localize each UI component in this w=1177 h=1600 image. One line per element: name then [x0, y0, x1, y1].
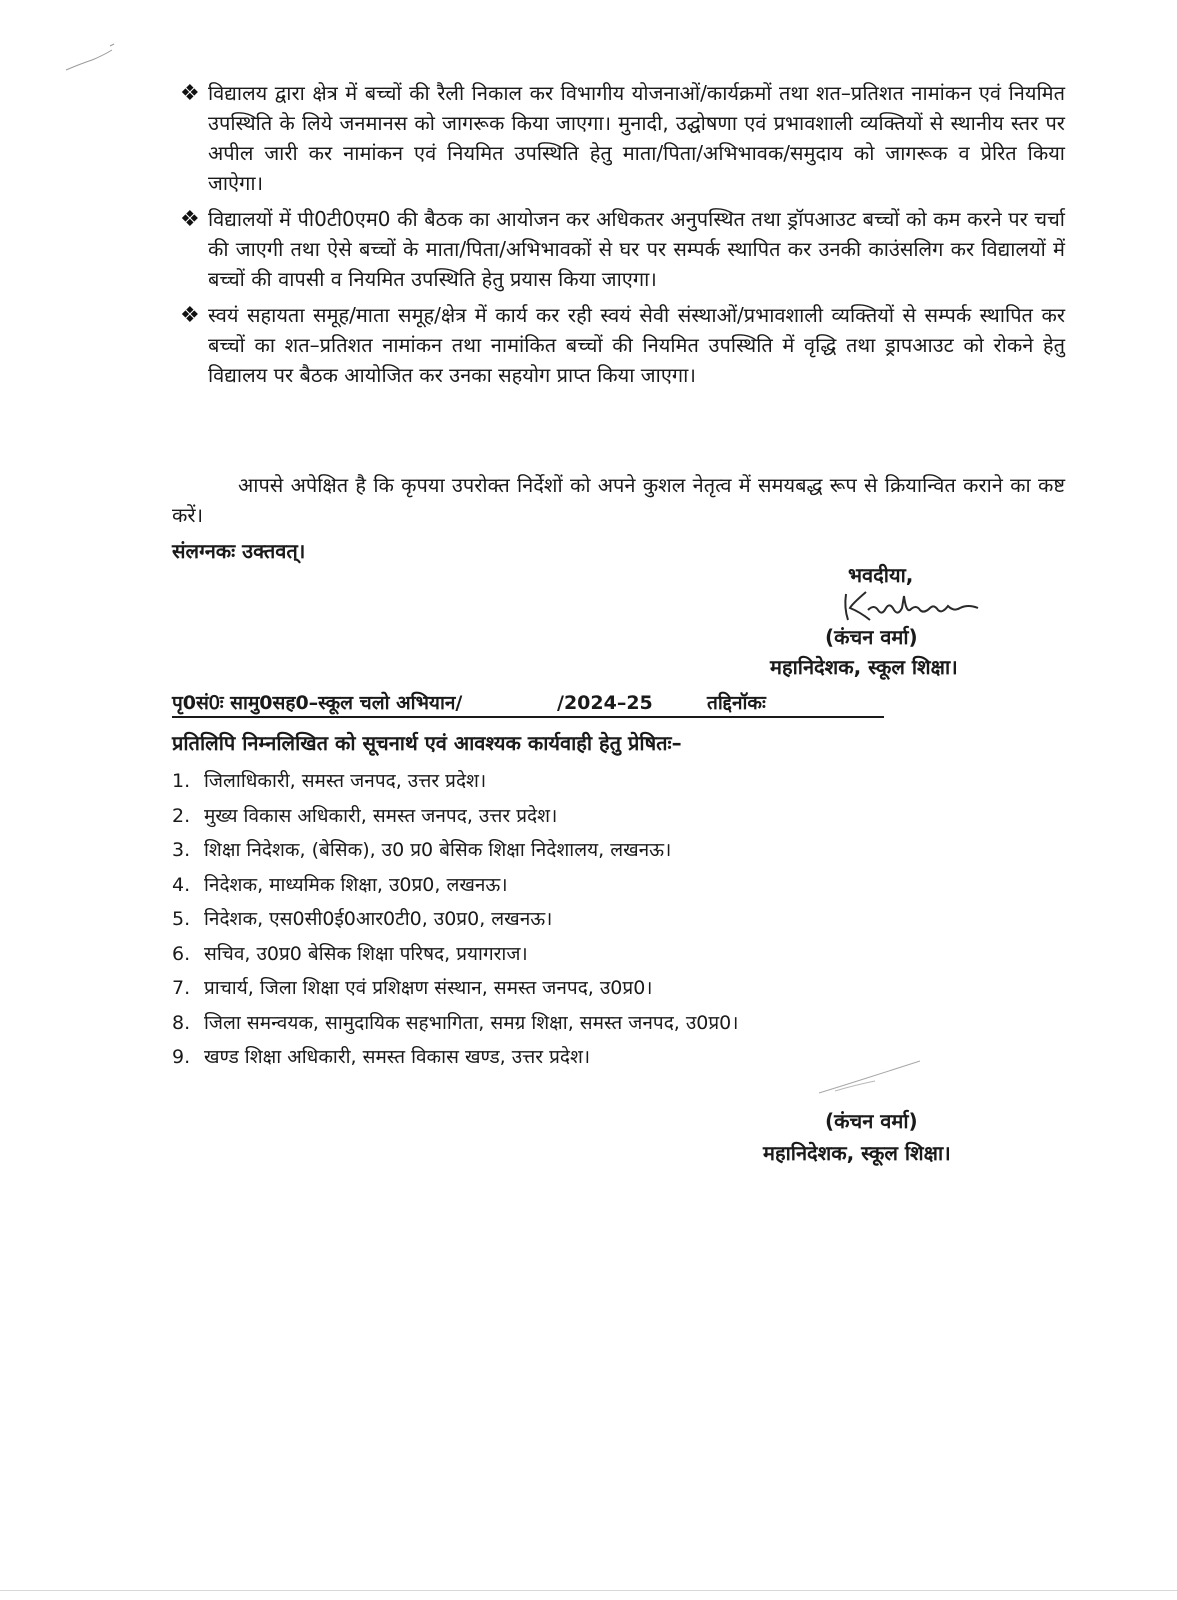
copy-list	[172, 764, 1052, 1075]
handwritten-signature	[838, 586, 988, 626]
list-item	[172, 1006, 1052, 1041]
closing-paragraph: आपसे अपेक्षित है कि कृपया उपरोक्त निर्देशों को अपने कुशल नेतृत्व में समयबद्ध रूप से क्रियान्वित कराने का कष्ट करें।	[172, 473, 1065, 527]
signatory-name: (कंचन वर्मा)	[825, 625, 918, 649]
list-text: सचिव, उ0प्र0 बेसिक शिक्षा परिषद, प्रयागराज।	[204, 942, 528, 965]
list-item	[172, 902, 1052, 937]
list-text: खण्ड शिक्षा अधिकारी, समस्त विकास खण्ड, उत्तर प्रदेश।	[204, 1046, 591, 1068]
bullet-text: स्वयं सहायता समूह/माता समूह/क्षेत्र में कार्य कर रही स्वयं सेवी संस्थाओं/प्रभावशाली व्यक्तियों से सम्पर्क स्थापित कर बच्चों का शत–प्रतिशत नामांकन तथा नामांकित बच्चों की नियमित उपस्थिति में वृद्धि तथा ड्रापआउट को रोकने हेतु विद्यालय पर बैठक आयोजित कर उनका सहयोग प्राप्त किया जाएगा।	[208, 303, 1065, 387]
list-item	[172, 937, 1052, 972]
diamond-bullet-icon: ❖	[180, 303, 200, 328]
diamond-bullet-icon: ❖	[180, 207, 200, 232]
signatory-title: महानिदेशक, स्कूल शिक्षा।	[770, 655, 958, 679]
list-item	[172, 764, 1052, 799]
list-text: निदेशक, एस0सी0ई0आर0टी0, उ0प्र0, लखनऊ।	[204, 908, 553, 930]
list-number: 5.	[172, 908, 191, 930]
list-text: प्राचार्य, जिला शिक्षा एवं प्रशिक्षण संस्थान, समस्त जनपद, उ0प्र0।	[204, 977, 653, 999]
reference-number: पृ0सं0ः सामु0सह0–स्कूल चलो अभियान/	[172, 692, 463, 714]
bullet-list	[180, 78, 1065, 396]
signatory-name-copy: (कंचन वर्मा)	[825, 1109, 918, 1133]
list-item	[172, 833, 1052, 868]
enclosure-note: संलग्नकः उक्तवत्।	[172, 539, 306, 563]
list-number: 1.	[172, 770, 191, 792]
reference-line	[172, 690, 884, 718]
list-number: 3.	[172, 839, 191, 861]
reference-year: /2024–25	[557, 692, 653, 714]
copy-heading: प्रतिलिपि निम्नलिखित को सूचनार्थ एवं आवश्यक कार्यवाही हेतु प्रेषितः–	[172, 731, 682, 755]
reference-date-label: तद्दिनॉकः	[707, 692, 766, 714]
list-text: निदेशक, माध्यमिक शिक्षा, उ0प्र0, लखनऊ।	[204, 873, 508, 896]
list-item	[172, 799, 1052, 834]
list-item	[172, 868, 1052, 903]
list-number: 4.	[172, 873, 191, 896]
bullet-item	[180, 204, 1065, 294]
list-text: जिलाधिकारी, समस्त जनपद, उत्तर प्रदेश।	[204, 770, 487, 792]
bullet-item	[180, 78, 1065, 198]
signatory-title-copy: महानिदेशक, स्कूल शिक्षा।	[763, 1141, 951, 1165]
page-bottom-edge	[0, 1590, 1177, 1591]
list-text: मुख्य विकास अधिकारी, समस्त जनपद, उत्तर प्रदेश।	[204, 804, 558, 827]
salutation: भवदीया,	[848, 563, 914, 587]
diamond-bullet-icon: ❖	[180, 81, 200, 106]
scan-mark-top-left	[62, 40, 122, 80]
list-number: 6.	[172, 942, 191, 965]
list-item	[172, 971, 1052, 1006]
faint-signature-stroke	[815, 1055, 925, 1100]
bullet-text: विद्यालय द्वारा क्षेत्र में बच्चों की रैली निकाल कर विभागीय योजनाओं/कार्यक्रमों तथा शत–प्रतिशत नामांकन एवं नियमित उपस्थिति के लिये जनमानस को जागरूक किया जाएगा। मुनादी, उद्घोषणा एवं प्रभावशाली व्यक्तियों से स्थानीय स्तर पर अपील जारी कर नामांकन एवं नियमित उपस्थिति हेतु माता/पिता/अभिभावक/समुदाय को जागरूक व प्रेरित किया जाऐगा।	[208, 81, 1065, 195]
list-text: शिक्षा निदेशक, (बेसिक), उ0 प्र0 बेसिक शिक्षा निदेशालय, लखनऊ।	[204, 839, 672, 861]
list-number: 2.	[172, 804, 191, 827]
list-number: 9.	[172, 1046, 191, 1068]
bullet-text: विद्यालयों में पी0टी0एम0 की बैठक का आयोजन कर अधिकतर अनुपस्थित तथा ड्रॉपआउट बच्चों को कम करने पर चर्चा की जाएगी तथा ऐसे बच्चों के माता/पिता/अभिभावकों से घर पर सम्पर्क स्थापित कर उनकी काउंसलिग कर विद्यालयों में बच्चों की वापसी व नियमित उपस्थिति हेतु प्रयास किया जाएगा।	[208, 207, 1065, 291]
bullet-item	[180, 300, 1065, 390]
list-text: जिला समन्वयक, सामुदायिक सहभागिता, समग्र शिक्षा, समस्त जनपद, उ0प्र0।	[204, 1011, 739, 1034]
list-number: 8.	[172, 1011, 191, 1034]
list-number: 7.	[172, 977, 191, 999]
